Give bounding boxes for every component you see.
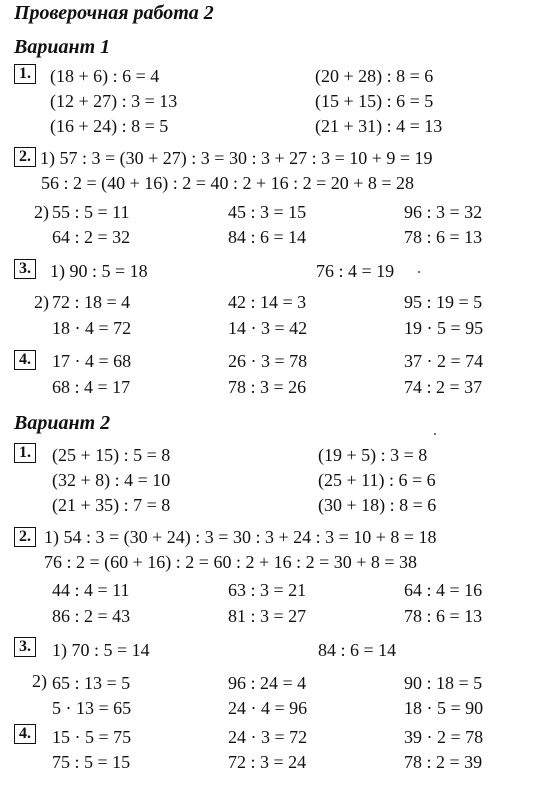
- v2-t2-line-2: 76 : 2 = (60 + 16) : 2 = 60 : 2 + 16 : 2 = 30 + 8 = 38: [44, 552, 418, 572]
- v2-t2-r2-c2: 81 : 3 = 27: [228, 606, 307, 626]
- v1-t4-r2-c1: 68 : 4 = 17: [52, 377, 131, 397]
- v2-t3-r2-c2: 24 · 4 = 96: [228, 698, 308, 718]
- v2-t1-right-1: (19 + 5) : 3 = 8: [318, 445, 428, 465]
- v2-t3-r1-c1: 65 : 13 = 5: [52, 673, 131, 693]
- v1-t2-r1-c1: 55 : 5 = 11: [52, 202, 130, 222]
- v1-t1-left-2: (12 + 27) : 3 = 13: [50, 91, 178, 111]
- v1-t4-r2-c3: 74 : 2 = 37: [404, 377, 483, 397]
- v2-t4-r1-c1: 15 · 5 = 75: [52, 727, 132, 747]
- v2-task-3-number: 3.: [14, 637, 36, 657]
- v1-t1-left-1: (18 + 6) : 6 = 4: [50, 66, 160, 86]
- v1-t4-r1-c2: 26 · 3 = 78: [228, 351, 308, 371]
- variant-2-heading: Вариант 2: [14, 412, 111, 434]
- v2-t1-left-1: (25 + 15) : 5 = 8: [52, 445, 171, 465]
- v2-t3-r1-c2: 96 : 24 = 4: [228, 673, 307, 693]
- v1-t3-r2-c1: 18 · 4 = 72: [52, 318, 132, 338]
- v1-t4-r1-c3: 37 · 2 = 74: [404, 351, 484, 371]
- v1-t2-r2-c2: 84 : 6 = 14: [228, 227, 307, 247]
- v1-t2-r2-c3: 78 : 6 = 13: [404, 227, 483, 247]
- v2-t2-r2-c1: 86 : 2 = 43: [52, 606, 131, 626]
- v1-task-2-number: 2.: [14, 147, 36, 167]
- v1-t3-line-1-right: 76 : 4 = 19: [316, 261, 395, 281]
- v2-task-2-number: 2.: [14, 527, 36, 547]
- v1-t3-r1-c1: 72 : 18 = 4: [52, 292, 131, 312]
- v2-t4-r2-c3: 78 : 2 = 39: [404, 752, 483, 772]
- v1-t2-line-2: 56 : 2 = (40 + 16) : 2 = 40 : 2 + 16 : 2 = 20 + 8 = 28: [41, 173, 415, 193]
- v1-t2-line-1: 1) 57 : 3 = (30 + 27) : 3 = 30 : 3 + 27 : 3 = 10 + 9 = 19: [40, 148, 433, 168]
- v2-t1-right-3: (30 + 18) : 8 = 6: [318, 495, 437, 515]
- v2-t2-r1-c1: 44 : 4 = 11: [52, 580, 130, 600]
- v2-t4-r1-c2: 24 · 3 = 72: [228, 727, 308, 747]
- v2-t2-r1-c3: 64 : 4 = 16: [404, 580, 483, 600]
- v2-t3-r1-c3: 90 : 18 = 5: [404, 673, 483, 693]
- v2-t3-line-1-right: 84 : 6 = 14: [318, 640, 397, 660]
- v2-t3-part2-label: 2): [32, 671, 47, 691]
- v1-task-1-number: 1.: [14, 64, 36, 84]
- v1-t4-r2-c2: 78 : 3 = 26: [228, 377, 307, 397]
- v1-t1-left-3: (16 + 24) : 8 = 5: [50, 116, 169, 136]
- v1-t4-r1-c1: 17 · 4 = 68: [52, 351, 132, 371]
- v2-t3-line-1-left: 1) 70 : 5 = 14: [52, 640, 150, 660]
- v1-task-3-number: 3.: [14, 259, 36, 279]
- v1-t2-r2-c1: 64 : 2 = 32: [52, 227, 131, 247]
- v2-t1-left-2: (32 + 8) : 4 = 10: [52, 470, 171, 490]
- v2-t3-r2-c3: 18 · 5 = 90: [404, 698, 484, 718]
- v2-t4-r2-c2: 72 : 3 = 24: [228, 752, 307, 772]
- v2-t2-r2-c3: 78 : 6 = 13: [404, 606, 483, 626]
- v1-t3-line-1-left: 1) 90 : 5 = 18: [50, 261, 148, 281]
- v2-t4-r2-c1: 75 : 5 = 15: [52, 752, 131, 772]
- v2-t1-left-3: (21 + 35) : 7 = 8: [52, 495, 171, 515]
- v2-t4-r1-c3: 39 · 2 = 78: [404, 727, 484, 747]
- v1-t3-r2-c3: 19 · 5 = 95: [404, 318, 484, 338]
- v1-t3-r1-c3: 95 : 19 = 5: [404, 292, 483, 312]
- stray-dot-mark: [434, 433, 436, 435]
- v2-t1-right-2: (25 + 11) : 6 = 6: [318, 470, 436, 490]
- v1-t2-r1-c3: 96 : 3 = 32: [404, 202, 483, 222]
- v1-task-4-number: 4.: [14, 350, 36, 370]
- page-title: Проверочная работа 2: [14, 2, 214, 24]
- v1-t2-part2-label: 2): [34, 202, 49, 222]
- v1-t3-r2-c2: 14 · 3 = 42: [228, 318, 308, 338]
- v2-t3-r2-c1: 5 · 13 = 65: [52, 698, 132, 718]
- v1-t1-right-3: (21 + 31) : 4 = 13: [315, 116, 443, 136]
- stray-dot-mark: [418, 271, 420, 273]
- v1-t3-r1-c2: 42 : 14 = 3: [228, 292, 307, 312]
- v2-task-1-number: 1.: [14, 443, 36, 463]
- v2-task-4-number: 4.: [14, 724, 36, 744]
- variant-1-heading: Вариант 1: [14, 36, 111, 58]
- v2-t2-line-1: 1) 54 : 3 = (30 + 24) : 3 = 30 : 3 + 24 : 3 = 10 + 8 = 18: [44, 527, 437, 547]
- v1-t1-right-1: (20 + 28) : 8 = 6: [315, 66, 434, 86]
- v2-t2-r1-c2: 63 : 3 = 21: [228, 580, 307, 600]
- v1-t2-r1-c2: 45 : 3 = 15: [228, 202, 307, 222]
- v1-t3-part2-label: 2): [34, 292, 49, 312]
- v1-t1-right-2: (15 + 15) : 6 = 5: [315, 91, 434, 111]
